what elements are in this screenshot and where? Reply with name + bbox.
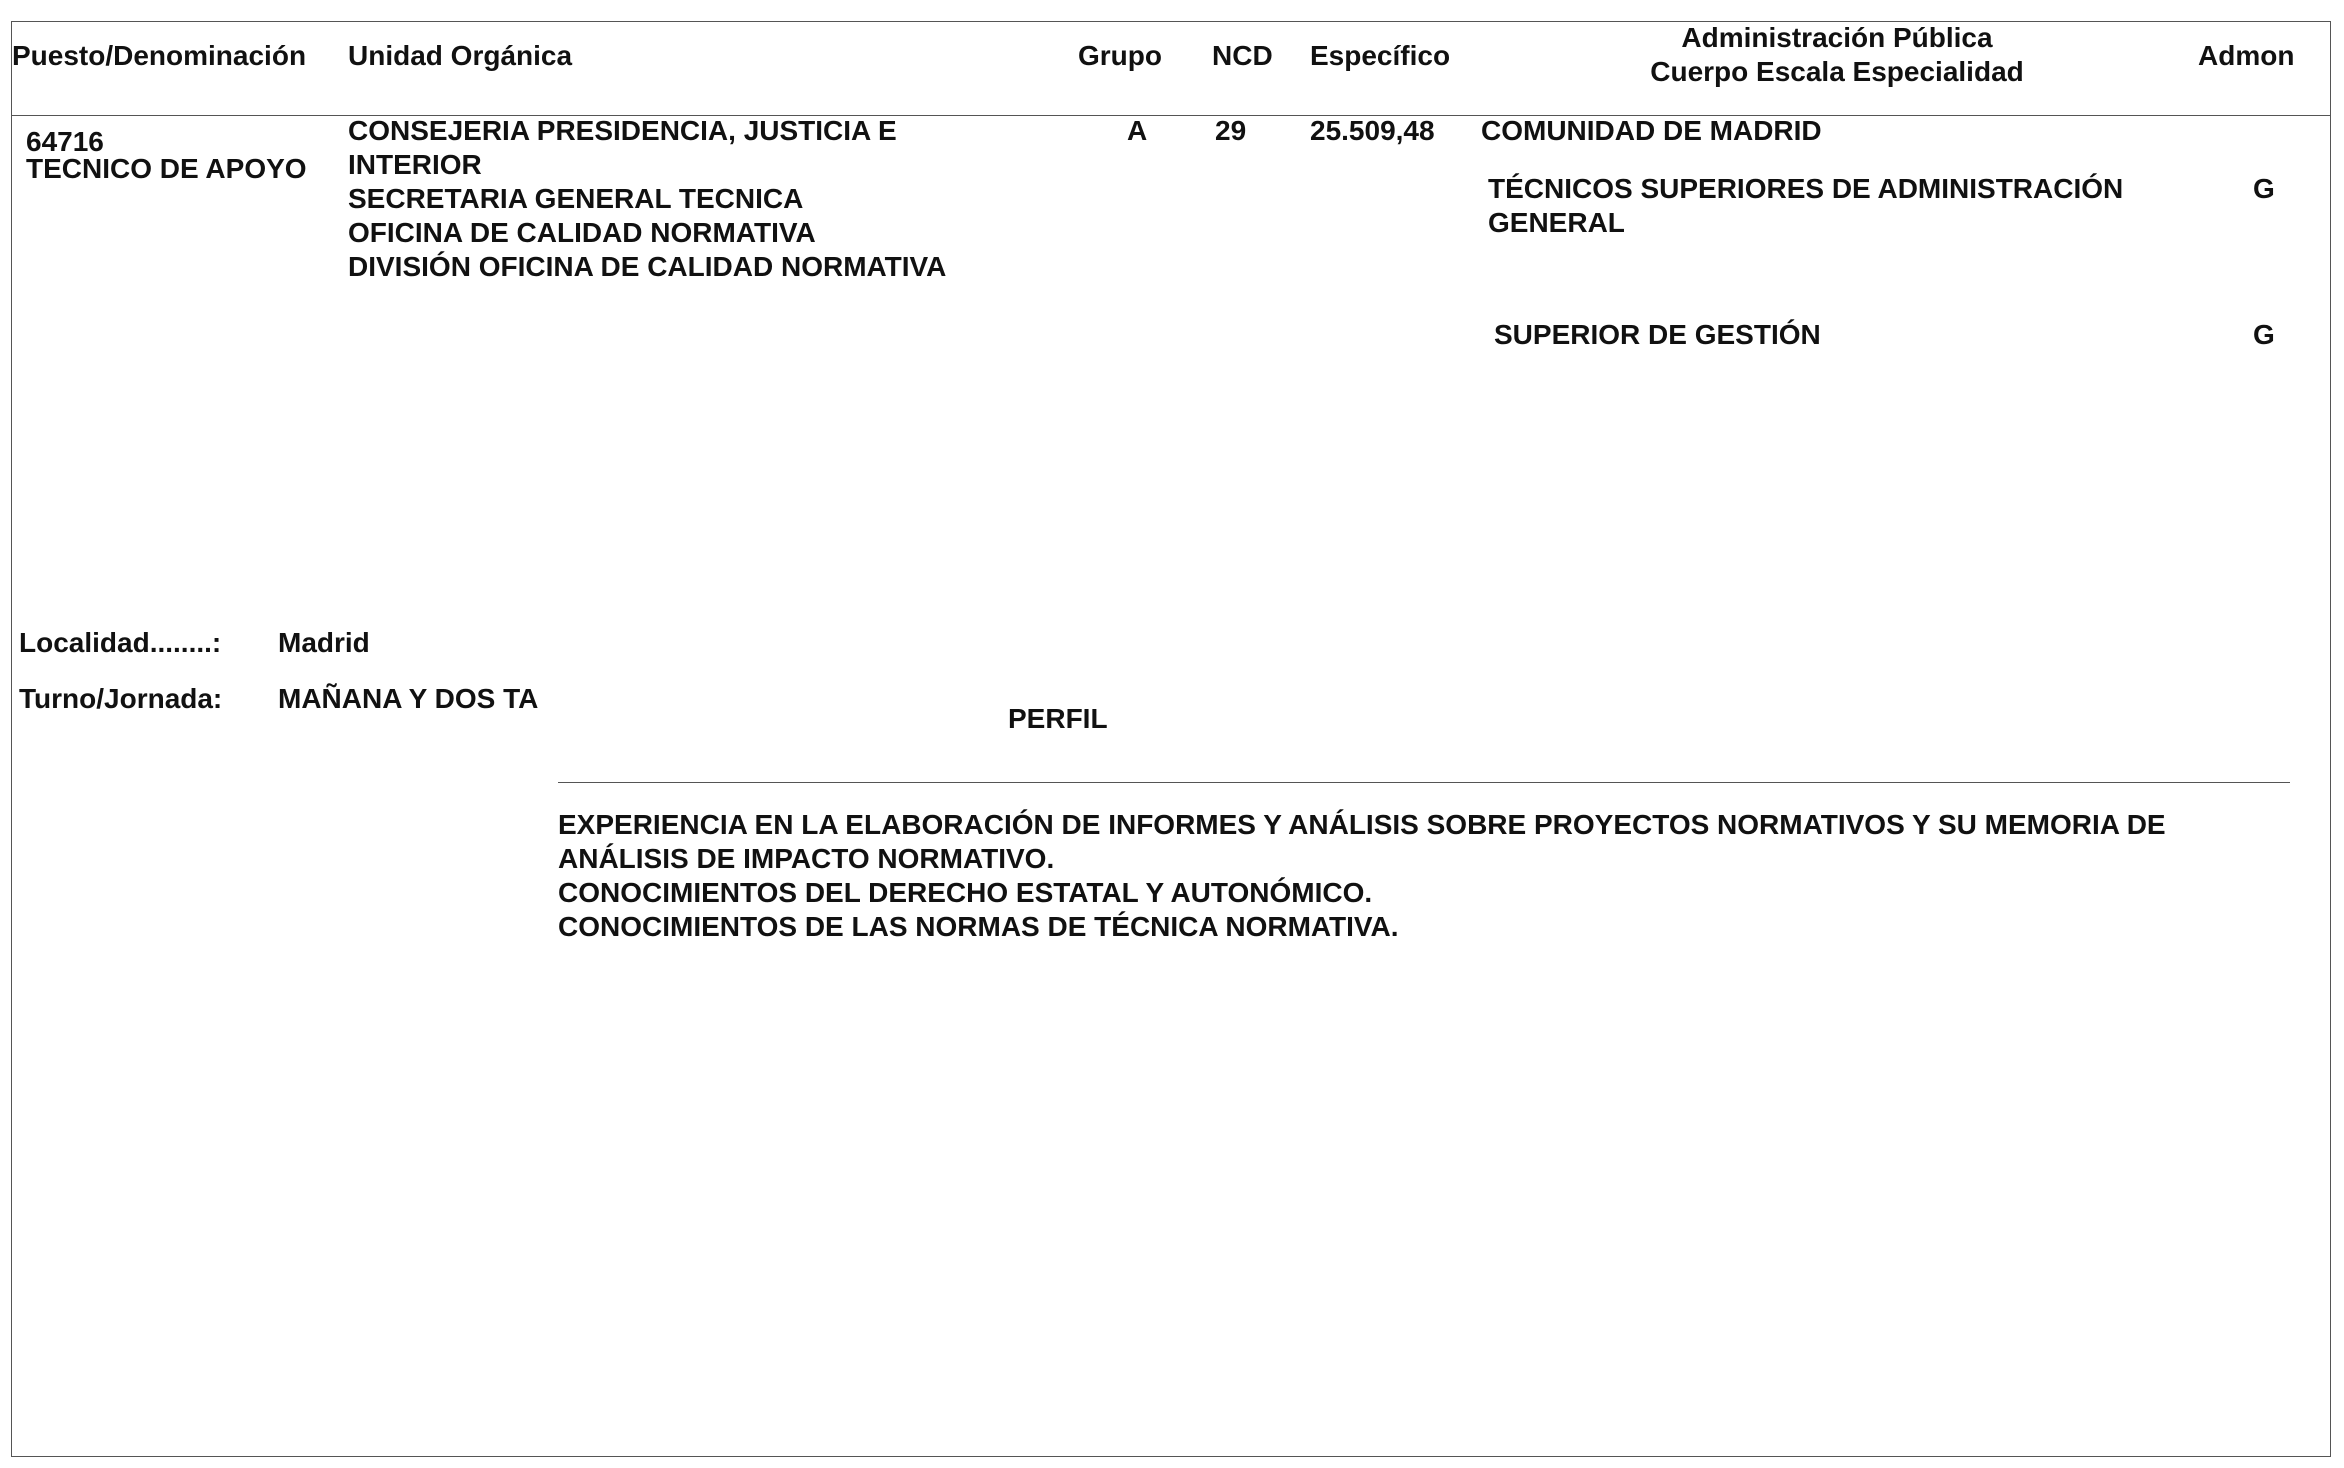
cuerpo-admon: G <box>2253 173 2275 204</box>
perfil-divider <box>558 782 2290 783</box>
puesto-denominacion: TECNICO DE APOYO <box>26 153 307 184</box>
perfil-line: EXPERIENCIA EN LA ELABORACIÓN DE INFORMES Y ANÁLISIS SOBRE PROYECTOS NORMATIVOS Y SU MEMORIA DE <box>558 809 2166 840</box>
administracion-value: COMUNIDAD DE MADRID <box>1481 115 1822 146</box>
perfil-line: ANÁLISIS DE IMPACTO NORMATIVO. <box>558 843 1055 874</box>
header-admon: Admon <box>2198 40 2295 71</box>
perfil-title: PERFIL <box>1008 703 1108 734</box>
perfil-text <box>558 808 2166 944</box>
cuerpo-line2: GENERAL <box>1488 207 1625 238</box>
unidad-line: SECRETARIA GENERAL TECNICA <box>348 183 804 214</box>
unidad-line: DIVISIÓN OFICINA DE CALIDAD NORMATIVA <box>348 251 947 282</box>
header-unidad: Unidad Orgánica <box>348 40 573 71</box>
unidad-line: OFICINA DE CALIDAD NORMATIVA <box>348 217 816 248</box>
localidad-value: Madrid <box>278 627 370 658</box>
especifico-value: 25.509,48 <box>1310 115 1435 146</box>
header-admin-line1: Administración Pública <box>1681 22 1993 53</box>
header-ncd: NCD <box>1212 40 1273 71</box>
escala-value: SUPERIOR DE GESTIÓN <box>1494 319 1821 350</box>
header-admin-line2: Cuerpo Escala Especialidad <box>1650 56 2024 87</box>
unidad-line: INTERIOR <box>348 149 482 180</box>
grupo-value: A <box>1127 115 1148 146</box>
header-grupo: Grupo <box>1078 40 1162 71</box>
ncd-value: 29 <box>1215 115 1247 146</box>
localidad-label: Localidad........: <box>19 627 222 658</box>
escala-admon: G <box>2253 319 2275 350</box>
unidad-line: CONSEJERIA PRESIDENCIA, JUSTICIA E <box>348 115 897 146</box>
perfil-line: CONOCIMIENTOS DEL DERECHO ESTATAL Y AUTONÓMICO. <box>558 877 1373 908</box>
header-especifico: Específico <box>1310 40 1451 71</box>
unidad-organica <box>348 114 946 284</box>
puesto-code: 64716 <box>26 126 104 157</box>
cuerpo-line1: TÉCNICOS SUPERIORES DE ADMINISTRACIÓN <box>1488 173 2124 204</box>
header-puesto: Puesto/Denominación <box>12 40 307 71</box>
turno-label: Turno/Jornada: <box>19 683 223 714</box>
perfil-line: CONOCIMIENTOS DE LAS NORMAS DE TÉCNICA NORMATIVA. <box>558 911 1399 942</box>
turno-value: MAÑANA Y DOS TA <box>278 683 539 714</box>
